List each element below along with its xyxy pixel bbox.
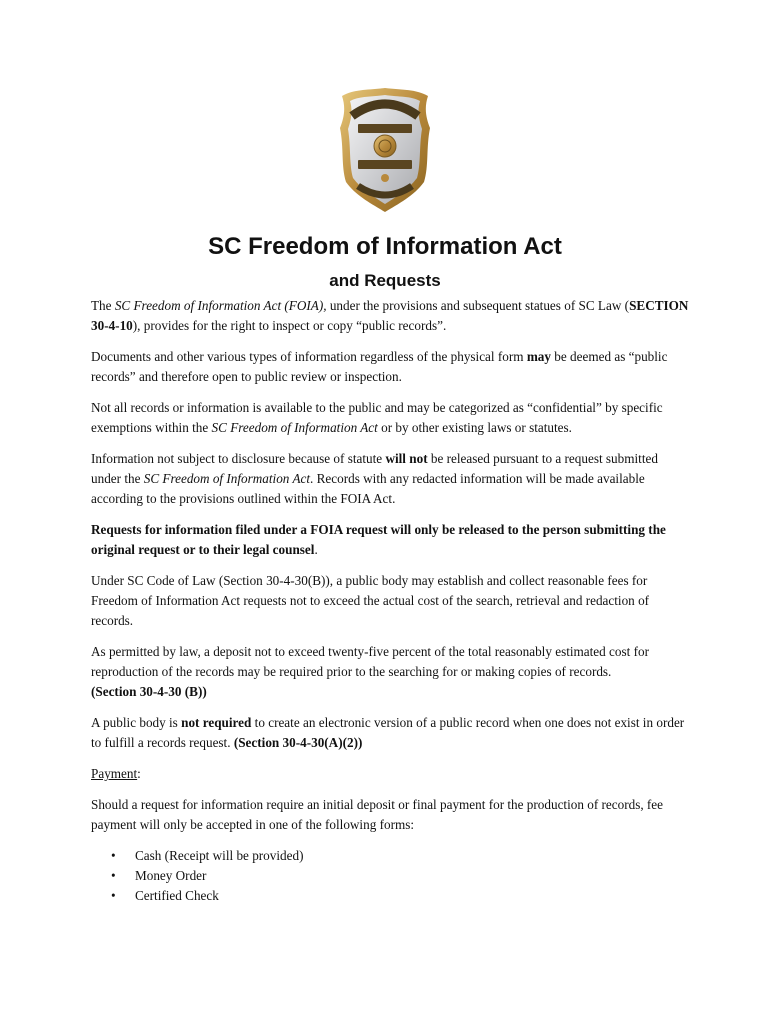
payment-forms-list (91, 846, 691, 906)
list-item: • Cash (Receipt will be provided) (111, 846, 691, 866)
paragraph-foia-intro: The SC Freedom of Information Act (FOIA), under the provisions and subsequent statues of SC Law (SECTION 30-4-10), provides for the right to inspect or copy “public records”. (91, 298, 689, 333)
easley-police-badge-logo (336, 86, 434, 214)
page-subtitle: and Requests (329, 271, 441, 290)
paragraph-payment-forms: Should a request for information require an initial deposit or final payment for the production of records, fee payment will only be accepted in one of the following forms: (91, 797, 664, 832)
page-title: SC Freedom of Information Act (208, 233, 562, 260)
paragraph-release-policy: Requests for information filed under a FOIA request will only be released to the person submitting the original request or to their legal counsel. (91, 522, 666, 557)
list-item: • Certified Check (111, 886, 691, 906)
paragraph-disclosure: Information not subject to disclosure because of statute will not be released pursuant to a request submitted under the SC Freedom of Information Act. Records with any redacted information will be made available according to the provisions outlined within the FOIA Act. (91, 451, 658, 506)
paragraph-deposit: As permitted by law, a deposit not to exceed twenty-five percent of the total reasonably estimated cost for reproduction of the records may be required prior to the searching for or making copies of records. (Section 30-4-30 (B)) (91, 644, 649, 699)
paragraph-confidential: Not all records or information is available to the public and may be categorized as “confidential” by specific exemptions within the SC Freedom of Information Act or by other existing laws or statutes. (91, 400, 663, 435)
payment-heading: Payment: (91, 766, 141, 781)
paragraph-electronic-version: A public body is not required to create an electronic version of a public record when one does not exist in order to fulfill a records request. (Section 30-4-30(A)(2)) (91, 715, 685, 750)
paragraph-public-records: Documents and other various types of information regardless of the physical form may be deemed as “public records” and therefore open to public review or inspection. (91, 349, 668, 384)
paragraph-fees: Under SC Code of Law (Section 30-4-30(B)), a public body may establish and collect reasonable fees for Freedom of Information Act requests not to exceed the actual cost of the search, retrieval and redaction of records. (91, 573, 650, 628)
list-item: • Money Order (111, 866, 691, 886)
document-body (91, 296, 691, 906)
